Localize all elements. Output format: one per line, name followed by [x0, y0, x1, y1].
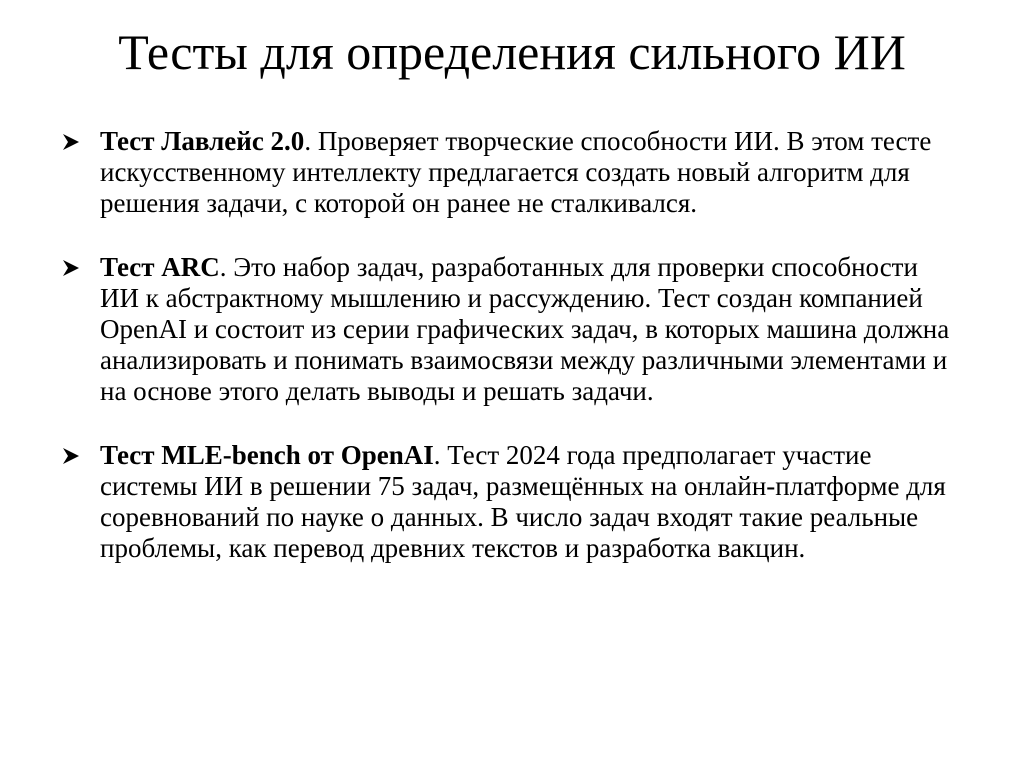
bullet-item [62, 126, 962, 219]
arrowhead-bullet-icon [62, 440, 90, 465]
bullet-text: . Проверяет творческие способности ИИ. В этом тесте искусственному интеллекту предлагается создать новый алгоритм для решения задачи, с которой он ранее не сталкивался. [100, 126, 932, 218]
bullet-lead: Тест MLE-bench от OpenAI [100, 440, 434, 470]
bullet-lead: Тест ARC [100, 252, 220, 282]
arrowhead-bullet-icon [62, 252, 90, 277]
bullet-lead: Тест Лавлейс 2.0 [100, 126, 305, 156]
arrowhead-bullet-icon [62, 126, 90, 151]
bullet-item [62, 440, 962, 564]
bullet-item [62, 252, 962, 407]
slide-title: Тесты для определения сильного ИИ [118, 24, 906, 80]
bullet-text: . Это набор задач, разработанных для проверки способности ИИ к абстрактному мышлению и рассуждению. Тест создан компанией OpenAI и состоит из серии графических задач, в которых машина должна анализировать и понимать взаимосвязи между различными элементами и на основе этого делать выводы и решать задачи. [100, 252, 950, 406]
bullet-text: . Тест 2024 года предполагает участие системы ИИ в решении 75 задач, размещённых на онлайн-платформе для соревнований по науке о данных. В число задач входят такие реальные проблемы, как перевод древних текстов и разработка вакцин. [100, 440, 946, 563]
bullet-list [62, 126, 962, 564]
